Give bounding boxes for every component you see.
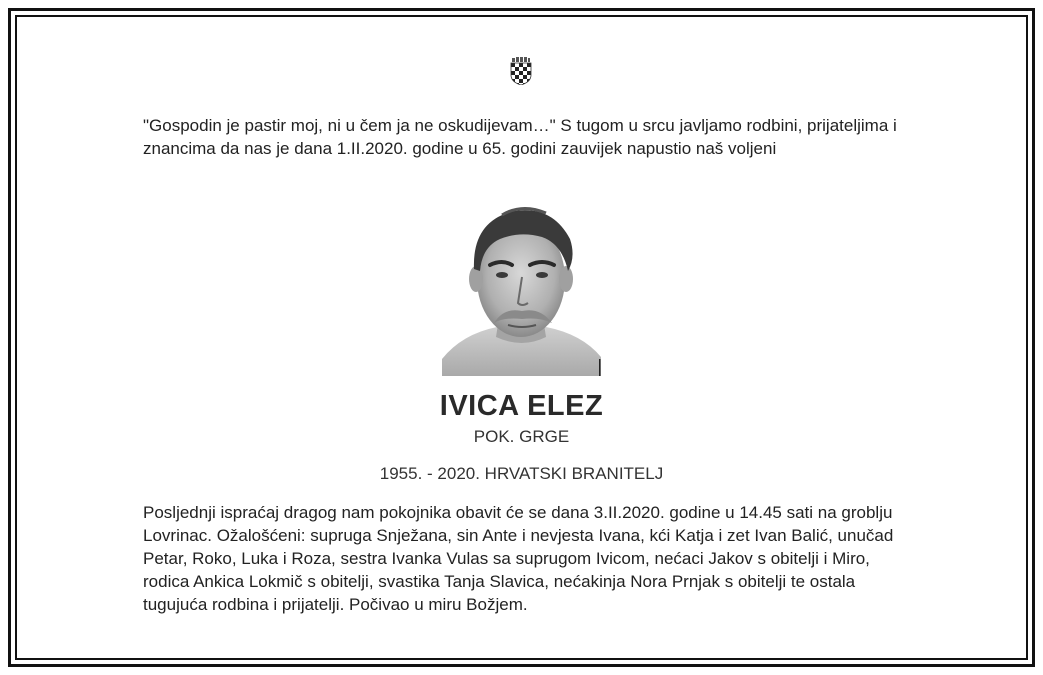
funeral-details-paragraph: Posljednji ispraćaj dragog nam pokojnika obavit će se dana 3.II.2020. godine u 14.45 sati na groblju Lovrinac. Ožalošćeni: supruga Snježana, sin Ante i nevjesta Ivana, kći Katja i zet Ivan Balić, unučad Petar, Roko, Luka i Roza, sestra Ivanka Vulas sa suprugom Ivicom, nećaci Jakov s obitelji i Miro, rodica Ankica Lokmič s obitelji, svastika Tanja Slavica, nećakinja Nora Prnjak s obitelji te ostala tugujuća rodbina i prijatelji. Počivao u miru Božjem.	[143, 503, 894, 614]
deceased-name: IVICA ELEZ	[439, 390, 604, 422]
croatian-coat-of-arms-icon	[510, 57, 532, 85]
father-name: POK. GRGE	[473, 427, 570, 446]
portrait-photo	[442, 199, 601, 376]
intro-paragraph: "Gospodin je pastir moj, ni u čem ja ne oskudijevam…" S tugom u srcu javljamo rodbini, prijateljima i znancima da nas je dana 1.II.2020. godine u 65. godini zauvijek napustio naš voljeni	[143, 116, 897, 158]
years-and-title: 1955. - 2020. HRVATSKI BRANITELJ	[379, 464, 664, 483]
